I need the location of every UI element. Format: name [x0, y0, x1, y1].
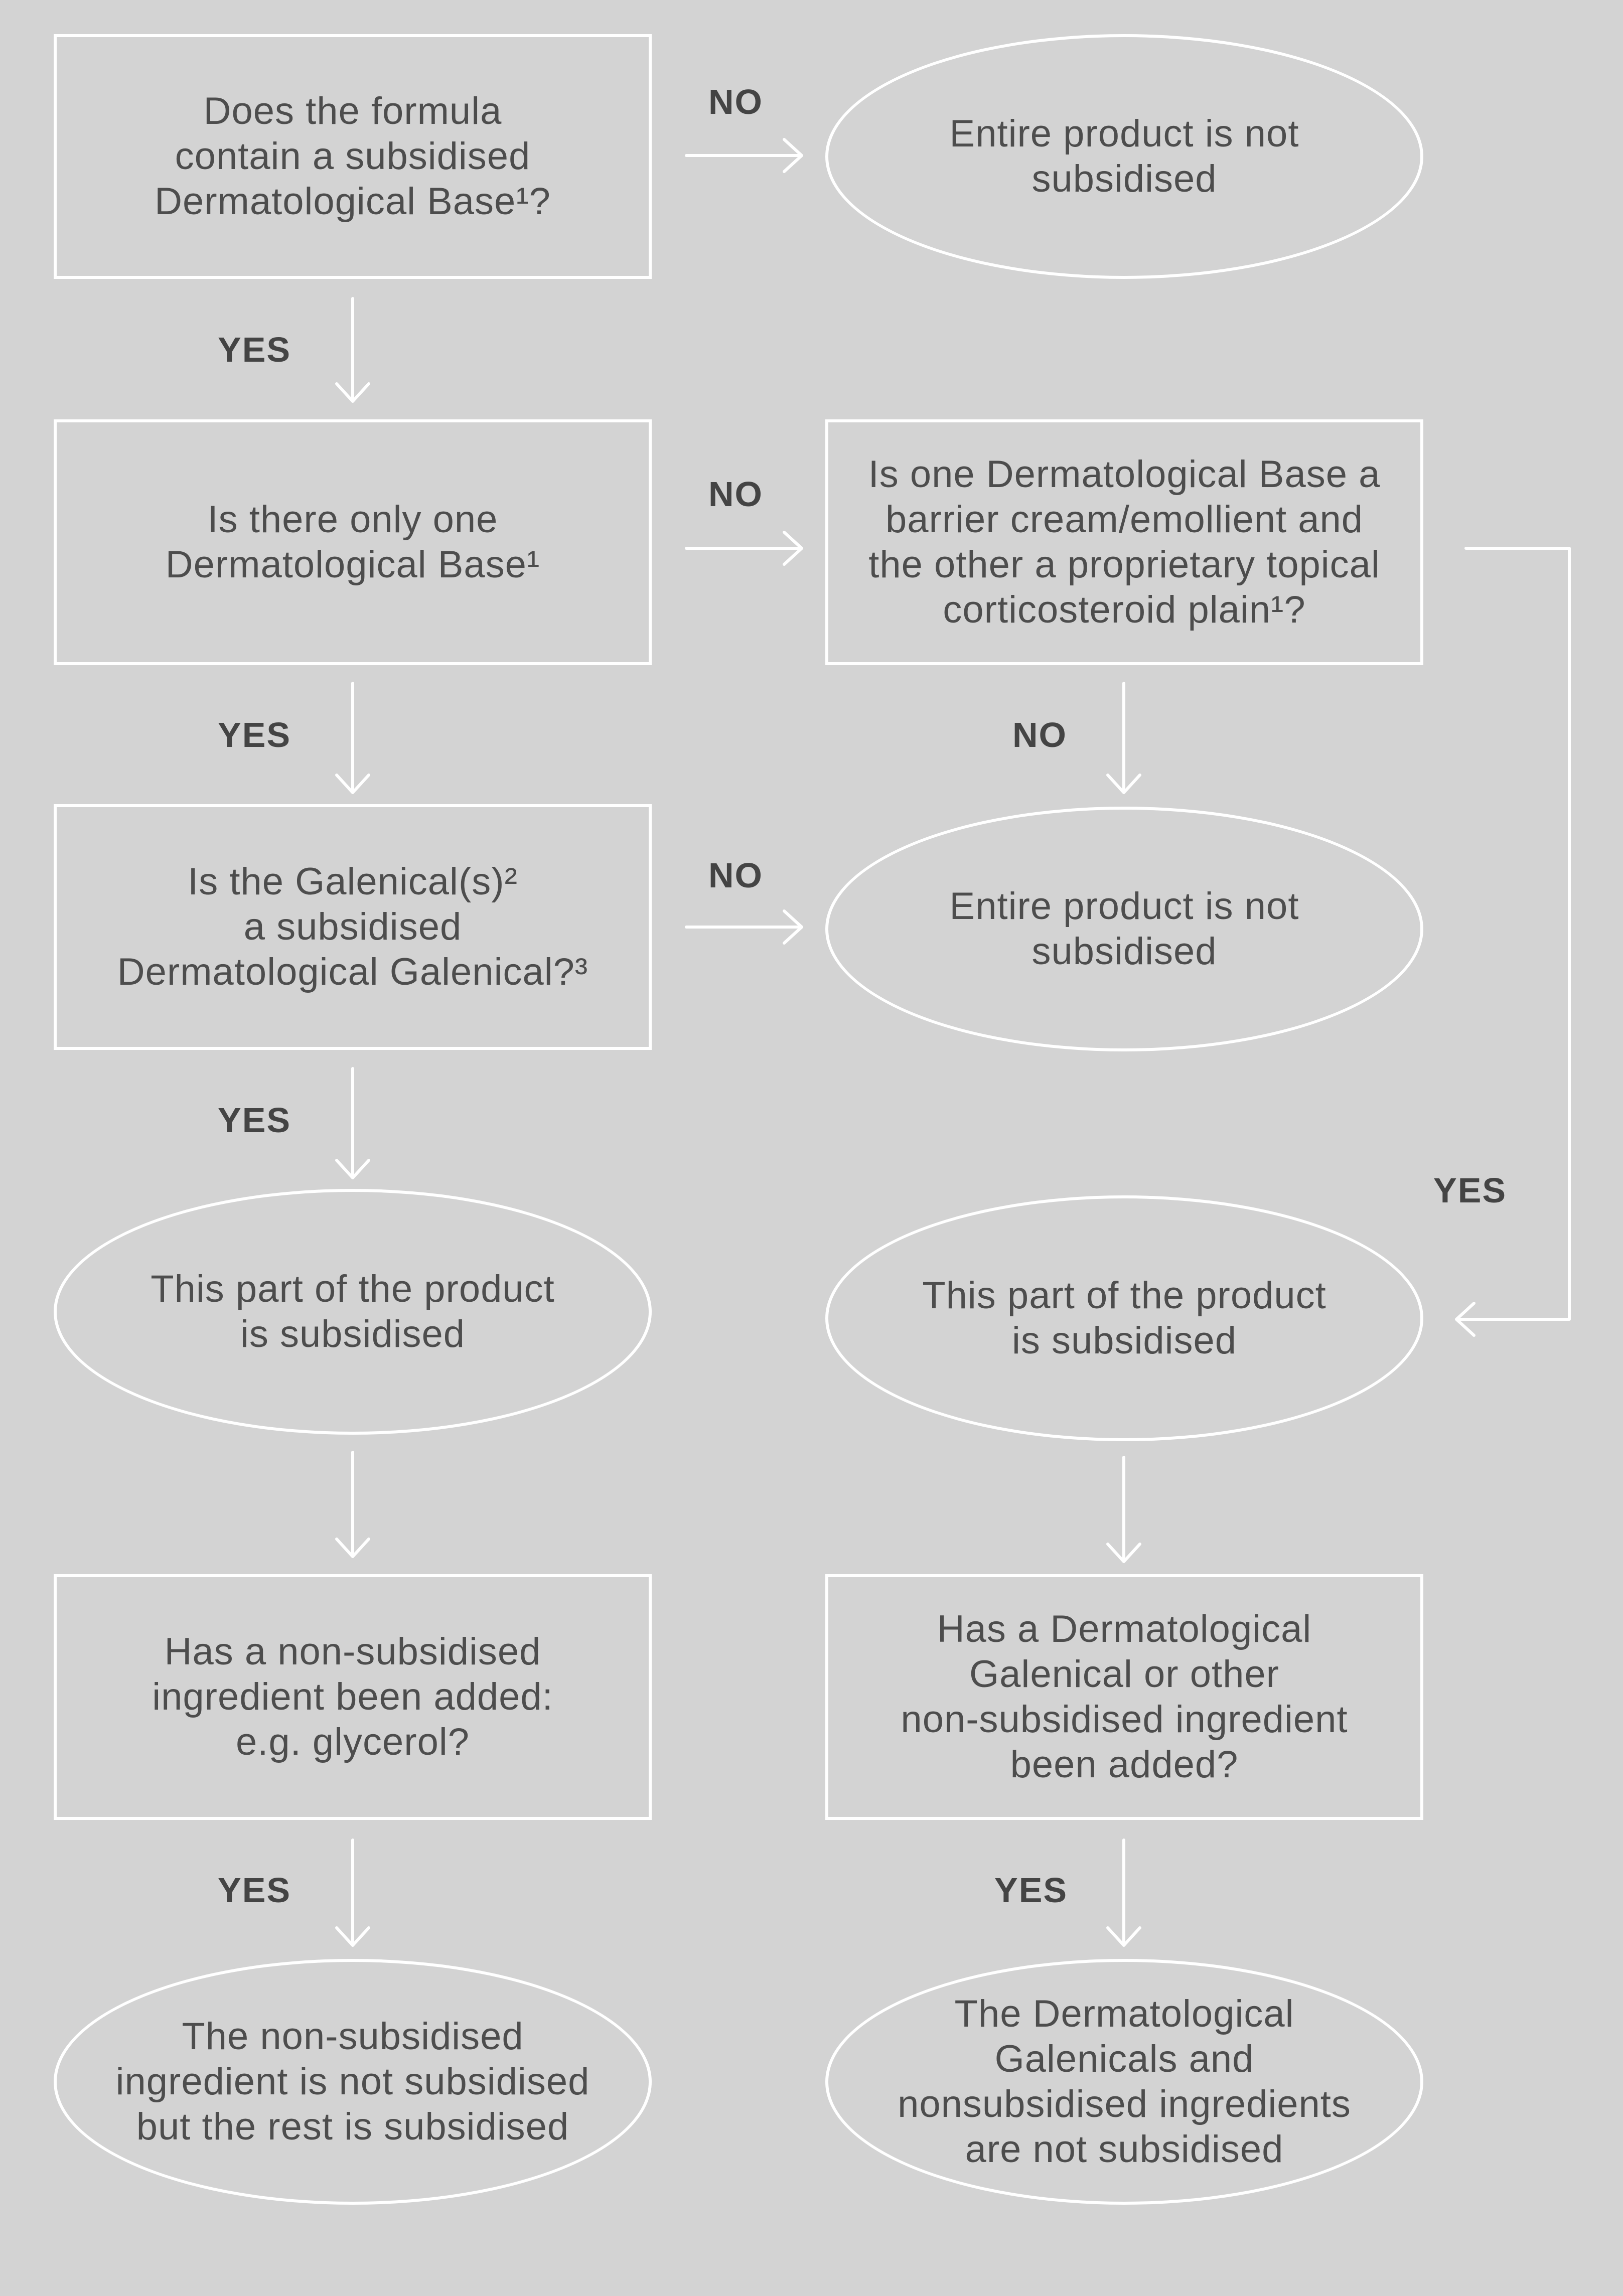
node-text: Does the formula contain a subsidised Dermatological Base¹?: [155, 90, 551, 223]
result-entire-product-not-subsidised-1: [825, 34, 1423, 279]
result-galenicals-not-subsidised: [825, 1959, 1423, 2205]
edge-label-q5-yes: YES: [994, 1871, 1068, 1910]
node-text: Is one Dermatological Base a barrier cream/emollient and the other a proprietary topical corticosteroid plain¹?: [868, 453, 1381, 631]
edge-label-q2b-yes: YES: [1433, 1171, 1507, 1210]
edge-label-q3-no: NO: [708, 856, 763, 895]
node-text: Is the Galenical(s)² a subsidised Dermatological Galenical?³: [117, 860, 588, 993]
edge-label-q2b-no: NO: [1012, 715, 1067, 754]
node-text: Has a Dermatological Galenical or other non-subsidised ingredient been added?: [901, 1608, 1348, 1786]
node-text: This part of the product is subsidised: [922, 1274, 1326, 1362]
question-contains-subsidised-base: [54, 34, 652, 279]
result-entire-product-not-subsidised-2: [825, 807, 1423, 1051]
question-galenical-subsidised: [54, 804, 652, 1050]
question-barrier-cream-and-corticosteroid: [825, 419, 1423, 665]
question-galenical-or-other-added: [825, 1574, 1423, 1820]
result-part-subsidised-left: [54, 1189, 652, 1435]
edge-label-q2-no: NO: [708, 475, 763, 514]
edge-label-q4-yes: YES: [218, 1871, 291, 1910]
result-part-subsidised-right: [825, 1195, 1423, 1441]
edge-label-q1-no: NO: [708, 82, 763, 121]
node-text: Entire product is not subsidised: [949, 112, 1299, 200]
node-text: This part of the product is subsidised: [151, 1268, 555, 1355]
question-only-one-base: [54, 419, 652, 665]
node-text: Has a non-subsidised ingredient been added: e.g. glycerol?: [152, 1630, 553, 1763]
edge-label-q2-yes: YES: [218, 715, 291, 754]
node-text: The Dermatological Galenicals and nonsubsidised ingredients are not subsidised: [898, 1993, 1351, 2171]
question-non-subsidised-ingredient-added: [54, 1574, 652, 1820]
edge-label-q1-yes: YES: [218, 330, 291, 369]
node-text: Is there only one Dermatological Base¹: [165, 498, 540, 586]
edge-label-q3-yes: YES: [218, 1101, 291, 1140]
node-text: The non-subsidised ingredient is not subsidised but the rest is subsidised: [115, 2015, 590, 2148]
result-rest-subsidised: [54, 1959, 652, 2205]
node-text: Entire product is not subsidised: [949, 885, 1299, 973]
